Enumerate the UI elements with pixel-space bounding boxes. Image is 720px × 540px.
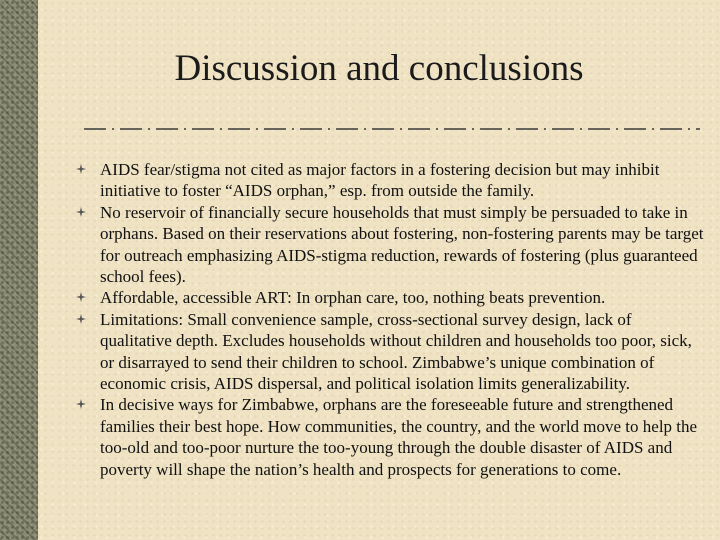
bullet-star-icon: [76, 164, 86, 174]
bullet-text: Affordable, accessible ART: In orphan care, too, nothing beats prevention.: [100, 288, 606, 308]
bullet-text: No reservoir of financially secure households that must simply be persuaded to take in orphans. Based on their reservations about fostering, non-fostering parents may be target for outreach emphasizing AIDS-stigma reduction, rewards of fostering (plus guaranteed school fees).: [100, 202, 704, 287]
bullet-item: [76, 309, 706, 395]
bullet-star-icon: [76, 292, 86, 302]
bullet-text: In decisive ways for Zimbabwe, orphans are the foreseeable future and strengthened families their best hope. How communities, the country, and the world move to help the too-old and too-poor nurture the too-young through the double disaster of AIDS and poverty will shape the nation’s health and prospects for generations to come.: [100, 395, 698, 479]
bullet-list: [76, 159, 706, 480]
bullet-item: [76, 287, 706, 308]
bullet-item: [76, 202, 706, 288]
bullet-text: AIDS fear/stigma not cited as major factors in a fostering decision but may inhibit initiative to foster “AIDS orphan,” esp. from outside the family.: [100, 160, 660, 201]
title-divider: [84, 124, 700, 134]
bullet-star-icon: [76, 399, 86, 409]
bullet-text: Limitations: Small convenience sample, cross-sectional survey design, lack of qualitative depth. Excludes households without children and households too poor, sick, or disarrayed to send their children to school. Zimbabwe’s unique combination of economic crisis, AIDS dispersal, and political isolation limits generalizability.: [100, 309, 692, 394]
bullet-star-icon: [76, 207, 86, 217]
bullet-star-icon: [76, 314, 86, 324]
slide-title: Discussion and conclusions: [174, 48, 584, 89]
decorative-side-strip: [0, 0, 38, 540]
bullet-item: [76, 394, 706, 480]
bullet-item: [76, 159, 706, 202]
